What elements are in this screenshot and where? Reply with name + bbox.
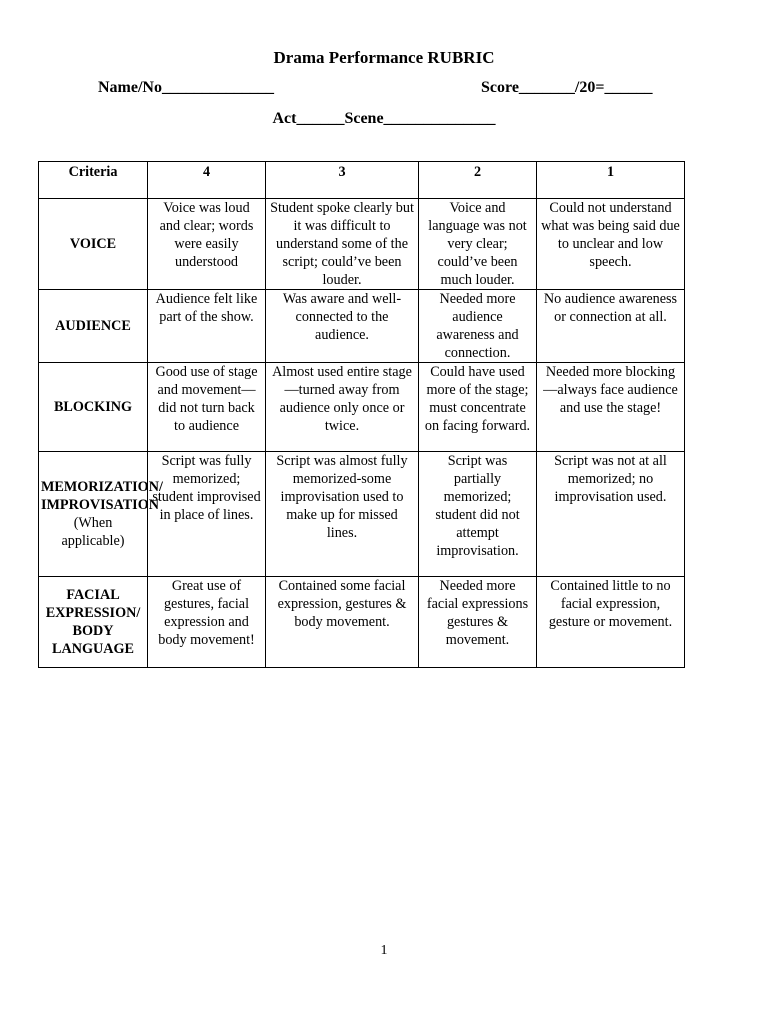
audience-score-2: Needed more audience awareness and connection. bbox=[419, 290, 537, 363]
blocking-score-2: Could have used more of the stage; must concentrate on facing forward. bbox=[419, 363, 537, 452]
criterion-facial-expression: FACIAL EXPRESSION/ BODY LANGUAGE bbox=[39, 577, 148, 668]
page-number: 1 bbox=[380, 943, 388, 958]
table-row-audience bbox=[39, 290, 685, 363]
audience-score-3: Was aware and well-connected to the audience. bbox=[266, 290, 419, 363]
table-row-facial-expression bbox=[39, 577, 685, 668]
audience-score-1: No audience awareness or connection at all. bbox=[537, 290, 685, 363]
criterion-memorization bbox=[39, 452, 163, 577]
criterion-memorization-label: MEMORIZATION/ IMPROVISATION bbox=[41, 479, 163, 513]
memorization-score-2: Script was partially memorized; student did not attempt improvisation. bbox=[419, 452, 537, 577]
header-row bbox=[39, 162, 685, 199]
header-score-2: 2 bbox=[419, 162, 537, 199]
memorization-score-4: Script was fully memorized; student improvised in place of lines. bbox=[148, 452, 266, 577]
voice-score-3: Student spoke clearly but it was difficult to understand some of the script; could’ve been louder. bbox=[266, 199, 419, 290]
facial-expression-score-2: Needed more facial expressions gestures & movement. bbox=[419, 577, 537, 668]
blocking-score-4: Good use of stage and movement—did not turn back to audience bbox=[148, 363, 266, 452]
criterion-audience: AUDIENCE bbox=[39, 290, 148, 363]
facial-expression-score-1: Contained little to no facial expression, gesture or movement. bbox=[537, 577, 685, 668]
blocking-score-1: Needed more blocking—always face audience and use the stage! bbox=[537, 363, 685, 452]
score-field: Score_______/20=______ bbox=[481, 79, 653, 96]
header-score-4: 4 bbox=[148, 162, 266, 199]
act-scene-field: Act______Scene______________ bbox=[272, 110, 496, 127]
memorization-score-1: Script was not at all memorized; no improvisation used. bbox=[537, 452, 685, 577]
table-row-voice bbox=[39, 199, 685, 290]
header-score-1: 1 bbox=[537, 162, 685, 199]
table-row-memorization bbox=[39, 452, 685, 577]
criterion-memorization-note: (When applicable) bbox=[61, 515, 125, 549]
header-criteria: Criteria bbox=[39, 162, 148, 199]
header-score-3: 3 bbox=[266, 162, 419, 199]
rubric-table bbox=[38, 161, 685, 668]
name-number-field: Name/No______________ bbox=[98, 79, 274, 96]
voice-score-1: Could not understand what was being said due to unclear and low speech. bbox=[537, 199, 685, 290]
voice-score-2: Voice and language was not very clear; could’ve been much louder. bbox=[419, 199, 537, 290]
audience-score-4: Audience felt like part of the show. bbox=[148, 290, 266, 363]
document-title: Drama Performance RUBRIC bbox=[273, 48, 495, 67]
facial-expression-score-4: Great use of gestures, facial expression and body movement! bbox=[148, 577, 266, 668]
criterion-blocking: BLOCKING bbox=[39, 363, 148, 452]
table-row-blocking bbox=[39, 363, 685, 452]
criterion-voice: VOICE bbox=[39, 199, 148, 290]
blocking-score-3: Almost used entire stage—turned away from audience only once or twice. bbox=[266, 363, 419, 452]
voice-score-4: Voice was loud and clear; words were easily understood bbox=[148, 199, 266, 290]
facial-expression-score-3: Contained some facial expression, gestures & body movement. bbox=[266, 577, 419, 668]
memorization-score-3: Script was almost fully memorized-some improvisation used to make up for missed lines. bbox=[266, 452, 419, 577]
